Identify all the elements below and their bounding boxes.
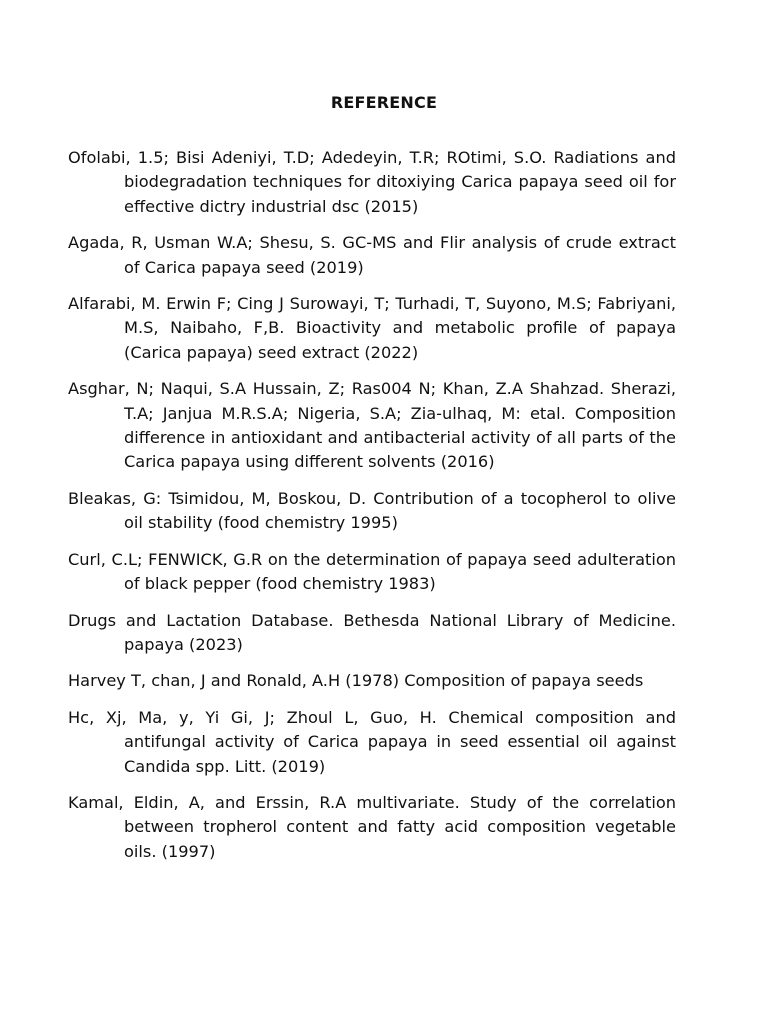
reference-entry: Asghar, N; Naqui, S.A Hussain, Z; Ras004 N; Khan, Z.A Shahzad. Sherazi, T.A; Janjua M.R.S.A; Nigeria, S.A; Zia-ulhaq, M: etal. Composition difference in antioxidant and antibacterial activity of all parts of the Carica papaya using different solvents (2016) — [68, 379, 676, 472]
reference-entry: Harvey T, chan, J and Ronald, A.H (1978) Composition of papaya seeds — [68, 671, 644, 691]
reference-entry: Kamal, Eldin, A, and Erssin, R.A multivariate. Study of the correlation between tropherol content and fatty acid composition vegetable oils. (1997) — [68, 792, 676, 861]
reference-entry: Agada, R, Usman W.A; Shesu, S. GC-MS and Flir analysis of crude extract of Carica papaya seed (2019) — [68, 233, 676, 277]
reference-entry: Bleakas, G: Tsimidou, M, Boskou, D. Contribution of a tocopherol to olive oil stability (food chemistry 1995) — [68, 488, 676, 533]
reference-entry: Ofolabi, 1.5; Bisi Adeniyi, T.D; Adedeyin, T.R; ROtimi, S.O. Radiations and biodegradation techniques for ditoxiying Carica papaya seed oil for effective dictry industrial dsc (2015) — [68, 148, 676, 216]
reference-entry: Hc, Xj, Ma, y, Yi Gi, J; Zhoul L, Guo, H. Chemical composition and antifungal activity of Carica papaya in seed essential oil against Candida spp. Litt. (2019) — [68, 707, 676, 776]
reference-list — [68, 146, 676, 876]
page-title: REFERENCE — [330, 93, 438, 112]
reference-entry: Curl, C.L; FENWICK, G.R on the determination of papaya seed adulteration of black pepper (food chemistry 1983) — [68, 549, 676, 594]
reference-entry: Alfarabi, M. Erwin F; Cing J Surowayi, T; Turhadi, T, Suyono, M.S; Fabriyani, M.S, Naibaho, F,B. Bioactivity and metabolic profile of papaya (Carica papaya) seed extract (2022) — [68, 294, 676, 362]
reference-entry: Drugs and Lactation Database. Bethesda National Library of Medicine. papaya (2023) — [68, 610, 676, 654]
